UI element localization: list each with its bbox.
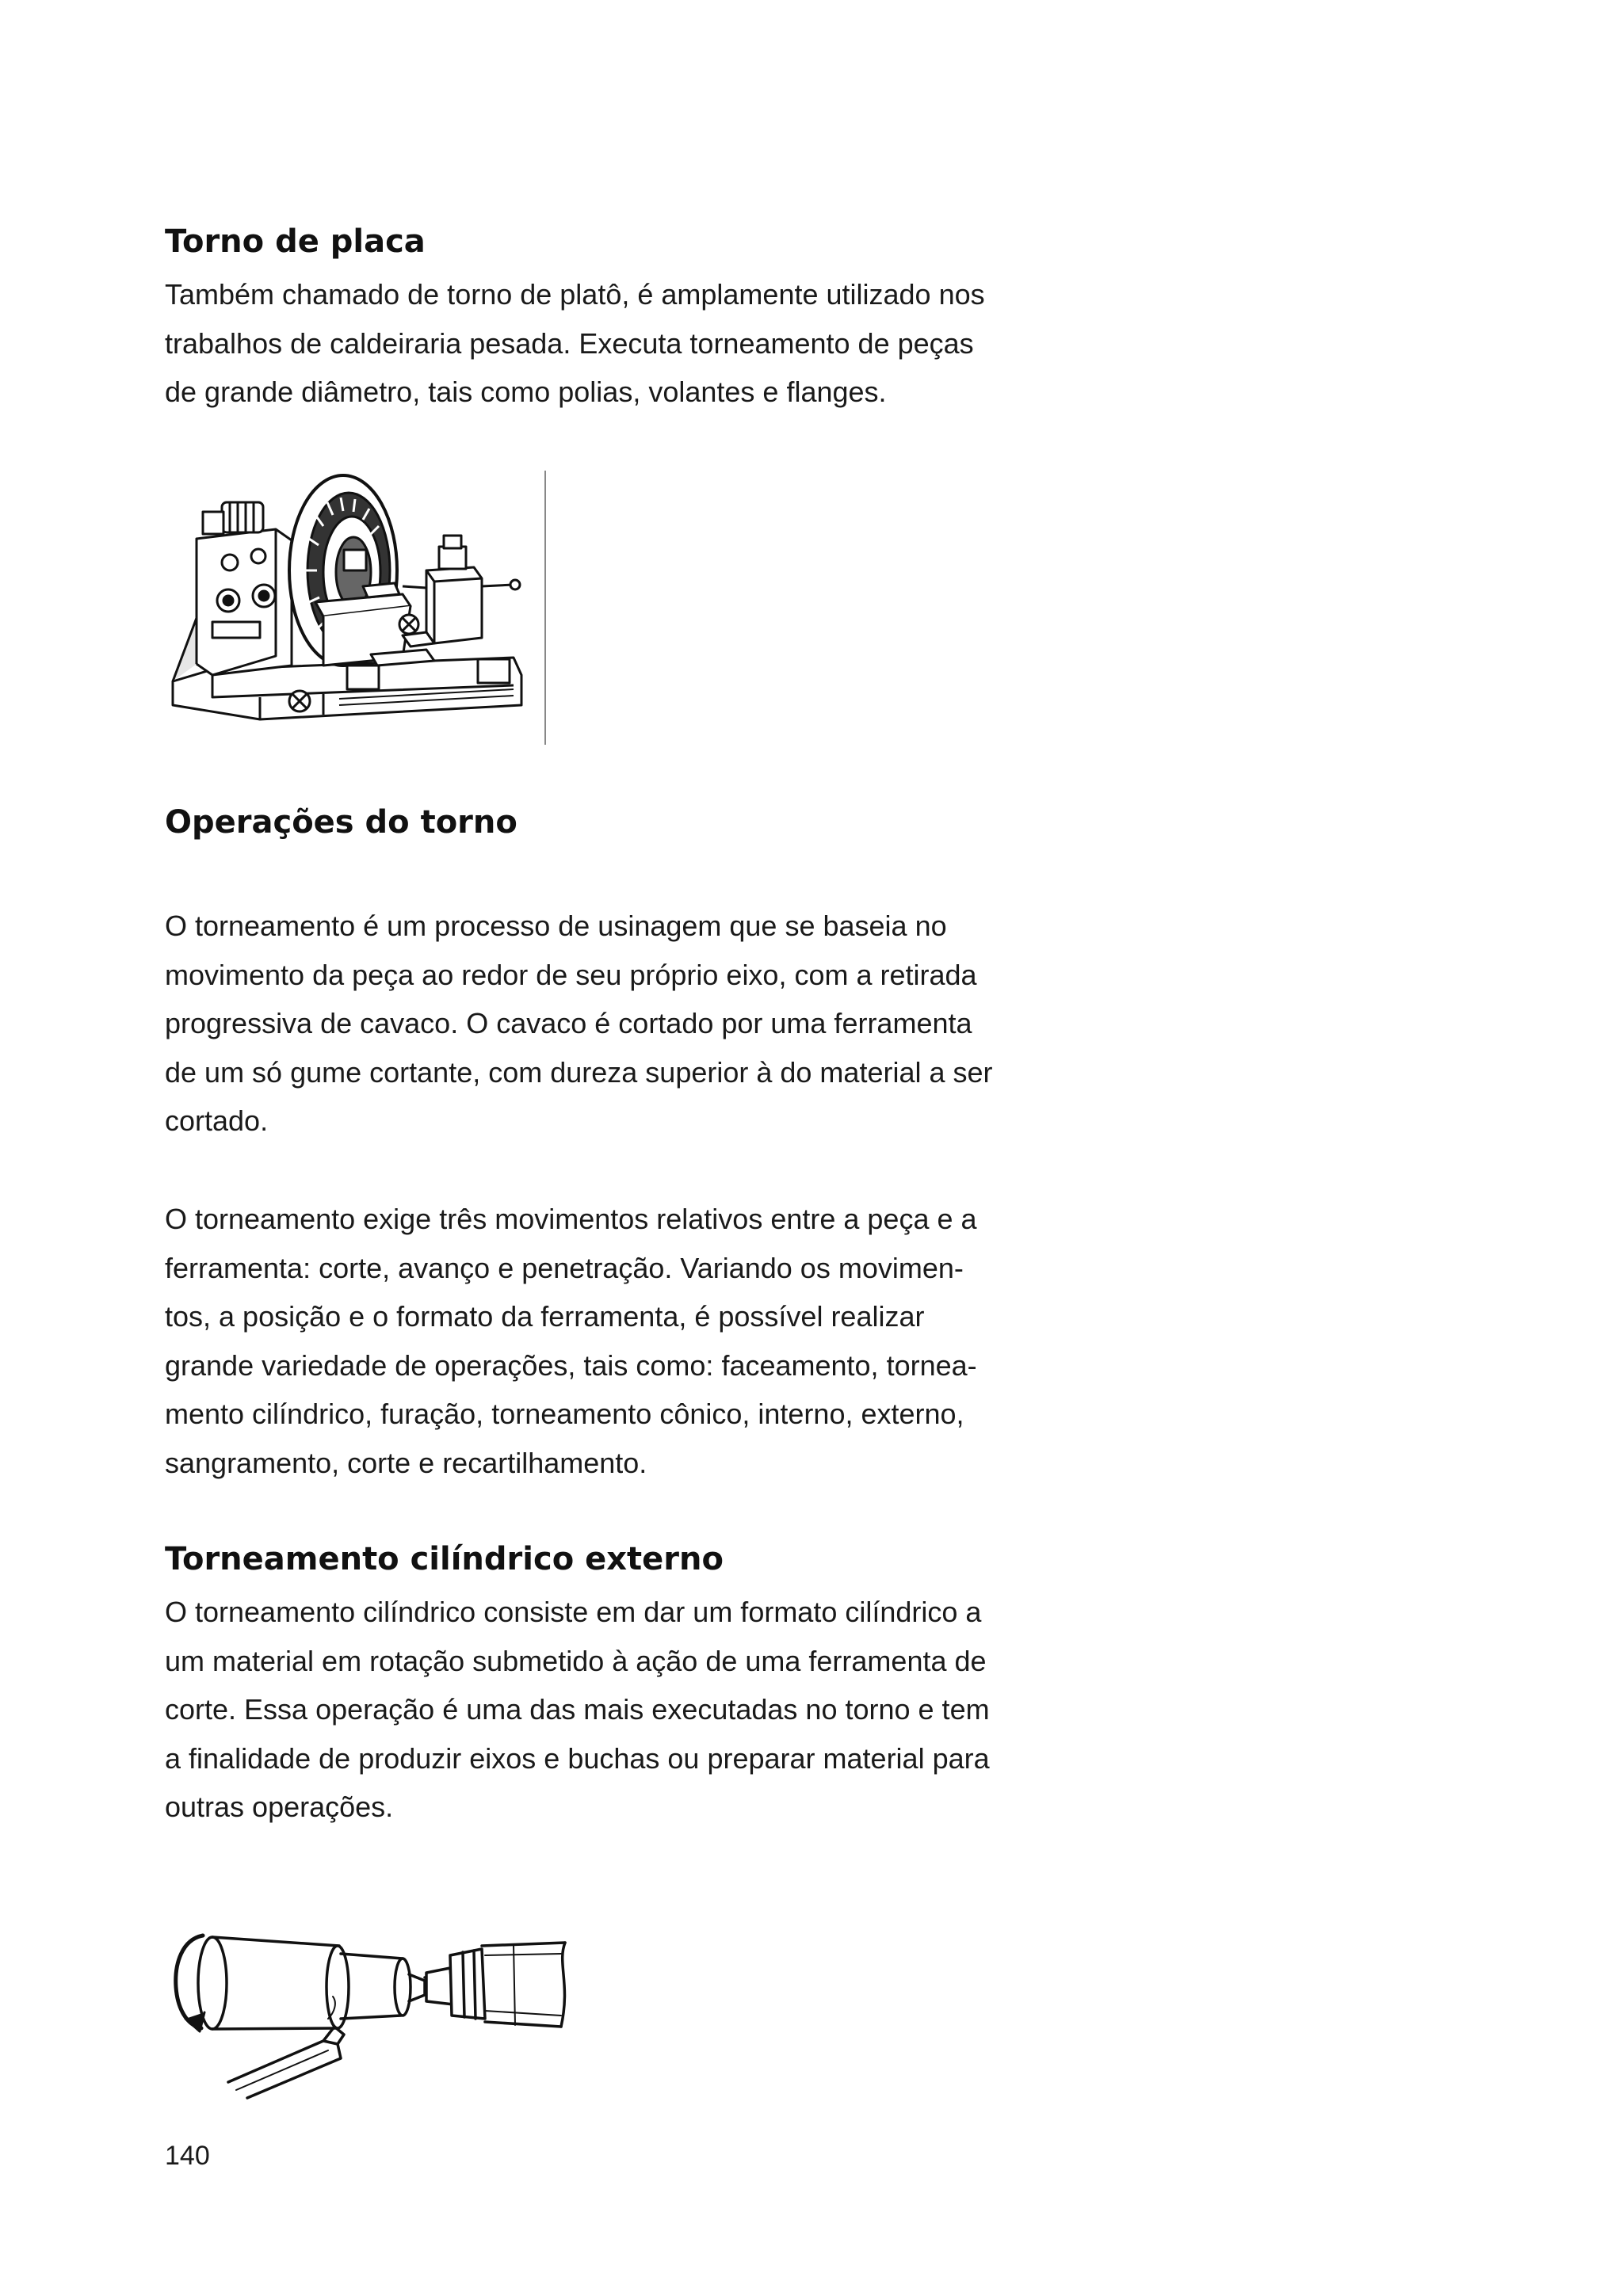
text-line: ferramenta: corte, avanço e penetração. Variando os movimen- — [165, 1251, 964, 1284]
text-line: grande variedade de operações, tais como: faceamento, tornea- — [165, 1348, 977, 1382]
text-line: O torneamento é um processo de usinagem que se baseia no — [165, 910, 947, 942]
text-line: outras operações. — [165, 1791, 394, 1823]
text-line: movimento da peça ao redor de seu próprio eixo, com a retirada — [165, 958, 977, 991]
text-line: de um só gume cortante, com dureza superior à do material a ser — [165, 1055, 993, 1089]
text-line: Também chamado de torno de platô, é amplamente utilizado nos — [165, 278, 985, 311]
paragraph-operacoes-1 — [165, 902, 1076, 1146]
faceplate-lathe-illustration — [165, 467, 549, 749]
text-line: cortado. — [165, 1104, 269, 1137]
page-number: 140 — [165, 2141, 210, 2171]
text-line: mento cilíndrico, furação, torneamento cônico, interno, externo, — [165, 1398, 964, 1430]
section-heading-operacoes-do-torno: Operações do torno — [165, 804, 517, 841]
text-line: progressiva de cavaco. O cavaco é cortado por uma ferramenta — [165, 1007, 972, 1039]
text-line: O torneamento exige três movimentos relativos entre a peça e a — [165, 1203, 977, 1235]
cylindrical-turning-illustration — [165, 1908, 577, 2106]
text-line: de grande diâmetro, tais como polias, volantes e flanges. — [165, 376, 887, 408]
text-line: trabalhos de caldeiraria pesada. Executa torneamento de peças — [165, 326, 974, 360]
text-line: tos, a posição e o formato da ferramenta, é possível realizar — [165, 1300, 925, 1333]
paragraph-torneamento-cilindrico — [165, 1588, 1076, 1832]
text-line: O torneamento cilíndrico consiste em dar um formato cilíndrico a — [165, 1596, 982, 1628]
paragraph-operacoes-2 — [165, 1195, 1076, 1487]
text-line: um material em rotação submetido à ação de uma ferramenta de — [165, 1644, 987, 1677]
paragraph-torno-de-placa — [165, 270, 1076, 417]
text-line: sangramento, corte e recartilhamento. — [165, 1446, 647, 1479]
section-heading-torno-de-placa: Torno de placa — [165, 223, 426, 260]
text-line: a finalidade de produzir eixos e buchas ou preparar material para — [165, 1741, 990, 1775]
text-line: corte. Essa operação é uma das mais executadas no torno e tem — [165, 1693, 990, 1726]
section-heading-torneamento-cilindrico-externo: Torneamento cilíndrico externo — [165, 1541, 724, 1577]
